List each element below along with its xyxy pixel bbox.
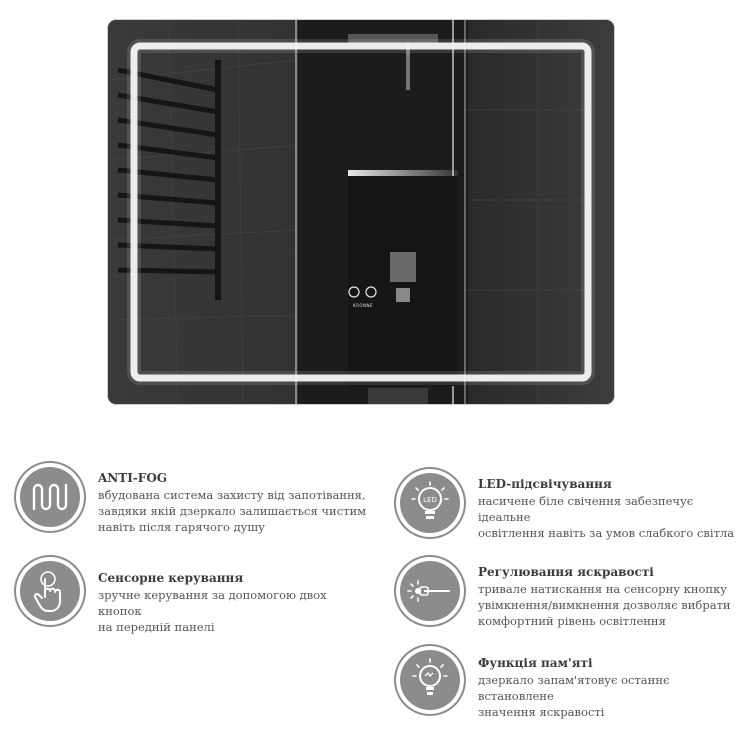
feature-title: Регулювання яскравості	[478, 565, 654, 579]
mirror-reflection-illustration	[108, 20, 614, 404]
feature-title: ANTI-FOG	[98, 471, 168, 485]
feature-title: Сенсорне керування	[98, 571, 244, 585]
feature-description: тривале натискання на сенсорну кнопку увімкнення/вимкнення дозволяє вибрати комфортний рівень освітлення	[478, 582, 731, 628]
mirror-brand-logo: KRONNE	[352, 303, 374, 308]
led-bulb-icon	[396, 469, 464, 537]
mirror-photo	[108, 20, 614, 404]
feature-description: вбудована система захисту від запотівання, завдяки якій дзеркало залишається чистим навіть після гарячого душу	[98, 488, 367, 534]
feature-description: насичене біле свічення забезпечує ідеальне освітлення навіть за умов слабкого світла	[478, 494, 735, 540]
feature-description: дзеркало запам'ятовує останнє встановлене значення яскравості	[478, 673, 670, 719]
touch-hand-icon	[16, 557, 84, 625]
svg-text:LED: LED	[423, 496, 437, 504]
feature-description: зручне керування за допомогою двох кнопок на передній панелі	[98, 588, 327, 634]
feature-title: Функція пам'яті	[478, 656, 593, 670]
heating-coil-icon	[16, 463, 84, 531]
brightness-slider-icon	[396, 557, 464, 625]
memory-bulb-icon	[396, 646, 464, 714]
feature-title: LED-підсвічування	[478, 477, 612, 491]
